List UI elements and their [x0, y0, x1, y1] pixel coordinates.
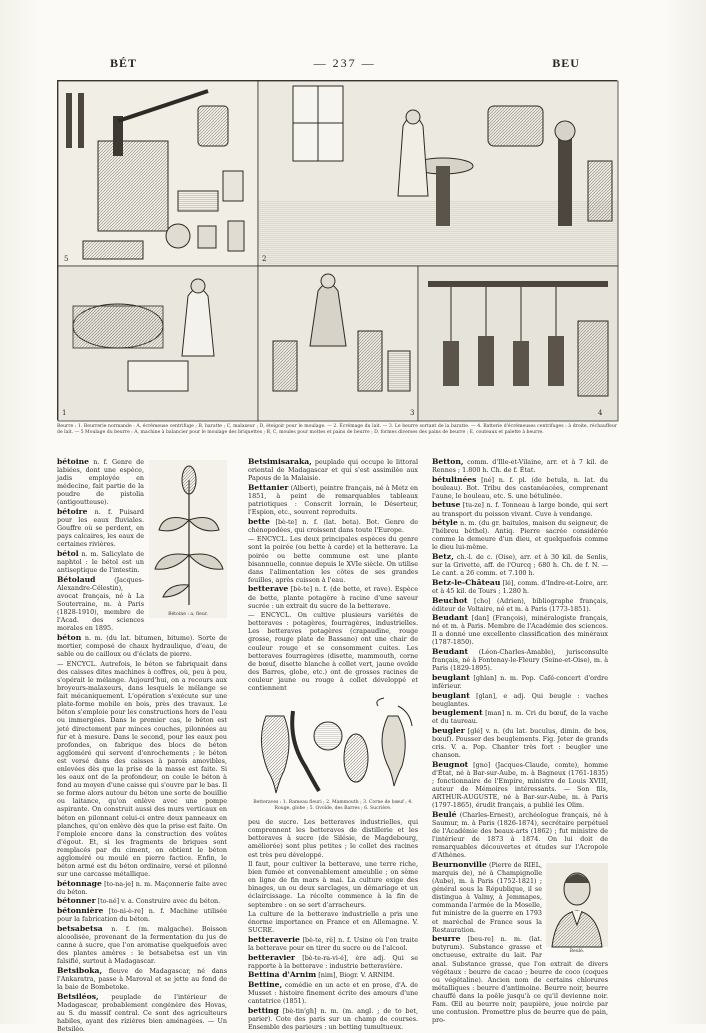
entry-definition: [bè-te] n. f. (de bette, et rave). Espèce de bette, plante potagère à racine d'une saveur sucrée : un extrait du sucre de la betterave.: [248, 585, 418, 610]
entry-headword: Beuchot: [432, 595, 468, 605]
entry-headword: Betton,: [432, 457, 464, 466]
entry-headword: betteravier: [248, 952, 296, 962]
entry-definition: peuplade de l'intérieur de Madagascar, probablement congénère des Hovas, au S. du massif central. Ce sont des agriculteurs habiles, ayant des rizières bien aménagées. — Un Betsiléo.: [57, 992, 227, 1033]
plate-caption: Beurre : 1. Beurrerie normande : A, écrémeuse centrifuge ; B, baratte ; C, malaxeur ; D, éteigoir pour le moulage. — 2. Écrémage du lait. — 3. Le beurre sortant de la baratte. — 4. Batterie d'écrémeuses centrifuges : à droite, réchauffeur de lait. — 5 Moulage du beurre : A, machine à balancier pour le moulage des briquettes ; B, C, moules pour mottes et pains de beurre ; D, formes diverses des pains de beurre ; E, couteaux et palette à beurre.: [57, 424, 617, 435]
entry-definition: [gno] (Jacques-Claude, comte), homme d'État, né à Bar-sur-Aube, m. à Bagneux (1761-1835) ; fonctionnaire de l'Empire, ministre de Louis XVIII, auteur de Mémoires intéressants. — Son fils, ARTHUR-AUGUSTE, né à Bar-sur-Aube, m. à Paris (1797-1865), érudit français, a publié les Olim.: [432, 760, 608, 810]
betteraves-figure: [248, 696, 418, 814]
header-left-word: BÉT: [110, 56, 138, 70]
entry-definition: [bè-te] n. f. (lat. beta). Bot. Genre de chénopodées, qui croissent dans toute l'Europe.: [248, 517, 418, 534]
entry-headword: Betz-le-Château: [432, 577, 501, 587]
entry-headword: betuse: [432, 500, 461, 510]
entry-definition: [beu-re] n. m. (lat. butyrum). Substance grasse et onctueuse, extraite du lait. Par anal. Substance grasse, que l'on extrait de divers végétaux : beurre de cacao ; beurre de coco (coques ou végétaline). Ancien nom de certains chlorures métalliques : beurre d'antimoine. Beurre noir, beurre chauffé dans la poêle jusqu'à ce qu'il devienne noir. Fam. Œil au beurre noir, paupière, joue noircie par une contusion. Promettre plus de beurre que de pain, pro-: [432, 935, 608, 1025]
col1-entry: [57, 880, 227, 896]
col3-entry: [432, 674, 608, 690]
entry-definition: [dan] (François), minéralogiste français, né et m. à Paris. Membre de l'Académie des sciences. Il a donné une excellente classification des minéraux (1787-1850).: [432, 614, 608, 647]
entry-definition: La culture de la betterave industrielle a pris une énorme importance en France et en Allemagne. V. SUCRE.: [248, 910, 418, 935]
entry-headword: Betsiboka,: [57, 965, 103, 975]
col1-entry: [57, 634, 227, 658]
entry-headword: beuglant: [432, 690, 470, 700]
betoine-figure-caption: Bétoine : a, fleur.: [168, 612, 208, 618]
entry-headword: Beurnonville: [432, 859, 487, 869]
entry-definition: (Pierre de RIEL, marquis de), né à Champignolle (Aube), m. à Paris (1752-1821) ; général sous la République, il se distingua à Valmy, à Jemmapes, commanda l'armée de la Moselle, fut ministre de la guerre en 1793 et maréchal de France sous la Restauration.: [432, 860, 542, 934]
betteraves-figure-caption: Betteraves : 1. Rameau fleuri ; 2. Mammouth ; 3. Corne de bœuf ; 4. Rouge, globe ; 5. Ovoïde, des Barres ; 6. Sucrière.: [253, 800, 413, 811]
entry-definition: [to-na-je] n. m. Maçonnerie faite avec du béton.: [57, 879, 227, 896]
entry-headword: bétoire: [57, 507, 88, 517]
page-header: [110, 56, 580, 78]
entry-definition: [to-né] v. a. Construire avec du béton.: [97, 897, 221, 906]
butter-plate-illustration: [57, 80, 617, 420]
col1-entry: [57, 967, 227, 991]
col2-entry: [248, 458, 418, 482]
entry-definition: peuplade qui occupe le littoral oriental de Madagascar et qui s'est assimilée aux Papous de la Malaisie.: [248, 458, 418, 483]
entry-definition: n. f. (m. malgache). Boisson alcoolisée, provenant de la fermentation du jus de canne à sucre, que l'on aromatise quelquefois avec des plantes amères : le betsabetsa est un vin falsifié, surtout à Madagascar.: [57, 924, 227, 966]
entry-definition: n. m. Salicylate de naphtol : le bétol est un antiseptique de l'intestin.: [57, 550, 144, 575]
col2b-entry: [248, 860, 418, 909]
col3-entry: [432, 614, 608, 646]
entry-definition: [man] n. m. Cri du bœuf, de la vache et du taureau.: [432, 709, 608, 726]
entry-definition: [glé] v. n. (du lat. buculus, dimin. de bos, bœuf). Pousser des beuglements. Fig. Jeter de grands cris. V. a. Pop. Chanter très fort : beugler une chanson.: [432, 726, 608, 760]
entry-definition: [bè-tin'gh] n. m. (m. angl. ; de to bet, parier). Cote des paris sur un champ de courses. Ensemble des parieurs : un betting tumultueux.: [248, 1006, 418, 1031]
entry-headword: béton: [57, 632, 82, 642]
col2b-entry: [248, 1007, 418, 1031]
entry-headword: Bétolaud: [57, 574, 96, 584]
entry-headword: Beudant: [432, 647, 469, 657]
entry-definition: — ENCYCL. On cultive plusieurs variétés de betteraves : potagères, fourragères, industrielles. Les betteraves potagères (crapaudine, rouge grosse, rouge plate de Bassano) ont une chair de couleur rouge et se consomment cuites. Les betteraves fourragères (disette, mammouth, corne de bœuf, disette blanche à collet vert, jaune ovoïde des Barres, globe, etc.) ont de grosses racines de couleur jaune ou rouge à collet développé et contiennent: [248, 611, 418, 693]
entry-definition: (Jacques-Alexandre-Célestin), avocat français, né à La Souterraine, m. à Paris (1828-1910), membre de l'Acad. des sciences morales en 1895.: [57, 575, 144, 633]
entry-headword: bétonner: [57, 896, 96, 906]
plate-number-2: 2: [262, 255, 267, 263]
col2b-entry: [248, 910, 418, 934]
entry-headword: betting: [248, 1005, 279, 1015]
entry-headword: Betz,: [432, 552, 454, 562]
col2b-entry: [248, 971, 418, 979]
col3-entry: [432, 709, 608, 725]
entry-definition: — ENCYCL. Les deux principales espèces du genre sont la poirée (ou bette à carde) et la betterave. La poirée ou bette commune est une plante bisannuelle, connue depuis le XVIe siècle. On utilise dans l'alimentation les côtes de ses grandes feuilles, après cuisson à l'eau.: [248, 535, 418, 584]
col1-entry: [57, 925, 227, 965]
entry-definition: [bè-te-ra-vi-é], ère adj. Qui se rapporte à la betterave : industrie betteravière.: [248, 953, 418, 970]
entry-definition: n. m. (du gr. baitulos, maison du seigneur, de l'hébreu béthel). Antiq. Pierre sacrée considérée comme la demeure d'un dieu, et quelquefois comme le dieu lui-même.: [432, 519, 608, 552]
col2b-entry: [248, 818, 418, 858]
entry-definition: — ENCYCL. Autrefois, le béton se fabriquait dans des caisses dites machines à coffres, où, peu à peu, s'opérait le mélange. Aujourd'hui, on a recours aux broyeurs-malaxeurs, dans lesquels le mélange se fait mécaniquement. L'opération s'exécute sur une plate-forme mobile en bois, près des travaux. Le béton s'emploie pour les constructions hors de l'eau ou immergées. Dans le premier cas, le béton est jeté directement par minces couches, pilonnées au fur et à mesure. Dans le second, pour les eaux peu profondes, on fabrique des blocs de béton aggloméré qui servent d'enrochements ; le béton est versé dans des caisses à parois amovibles, enlevées dès que la prise de la masse est faite. Si les eaux ont de la profondeur, on coule le béton à fond au moyen d'une caisse qui s'ouvre par le bas. Il se forme alors autour du béton une sorte de bouillie ou laitance, qu'on enlève avec une pompe aspirante. On construit aussi des murs verticaux en béton en pilonnant celui-ci entre deux panneaux en planches, qu'on enlève dès que la prise est faite. On l'emploie encore dans la construction des voûtes d'égout. Et, si les fragments de briques sont remplacés par du ciment, on obtient le béton aggloméré ou moulé en pierre factice. Enfin, le béton armé est du béton ordinaire, versé et pilonné sur une carcasse métallique.: [57, 659, 227, 879]
entry-headword: bétyle: [432, 518, 458, 528]
entry-headword: bétonnage: [57, 878, 102, 888]
entry-headword: beugler: [432, 725, 465, 735]
col3-entry: [432, 727, 608, 759]
entry-headword: betteraverie: [248, 934, 300, 944]
column-2: [248, 457, 418, 1031]
col2-entry: [248, 518, 418, 534]
entry-headword: betterave: [248, 584, 289, 594]
entry-definition: peu de sucre. Les betteraves industrielles, qui comprennent les betteraves de distillerie et les betteraves à sucre (de Silésie, de Magdebourg, améliorée) sont plus petites ; le collet des racines est très peu développé.: [248, 818, 418, 859]
col3-entry: [432, 458, 608, 474]
col1-entry: [57, 660, 227, 879]
plate-engraving: [58, 81, 618, 421]
column-3: [432, 457, 608, 1025]
entry-definition: n. f. Genre de labiées, dont une espèce, jadis employée en médecine, fait partie de la poudre de pistolia (antigoutteuse).: [57, 458, 144, 507]
portrait-engraving-icon: [546, 863, 608, 947]
entry-definition: Il faut, pour cultiver la betterave, une terre riche, bien fumée et convenablement ameublie ; on sème en ligne de fin mars à mai. La culture exige des binages, un ou deux sarclages, un démariage et un éclaircissage. La récolte commence à la fin de septembre : on se sert d'arracheurs.: [248, 860, 418, 909]
entry-definition: (Albert), peintre français, né à Metz en 1851, à peint de remarquables tableaux patriotiques : Conscrit lorrain, le Déserteur, l'Espion, etc., souvent reproduits.: [248, 483, 418, 517]
col2b-entry: [248, 981, 418, 1005]
entry-headword: beuglement: [432, 708, 483, 718]
plate-number-3: 3: [410, 409, 415, 417]
entry-definition: [to-ni-è-re] n. f. Machine utilisée pour la fabrication du béton.: [57, 907, 227, 924]
entry-definition: n. m. (du lat. bitumen, bitume). Sorte de mortier, composé de chaux hydraulique, d'eau, de sable ou de cailloux ou d'éclats de pierre.: [57, 633, 227, 659]
entry-headword: bette: [248, 516, 270, 526]
betoine-plant-icon: [149, 460, 227, 610]
entry-headword: Bettina d'Arnim: [248, 970, 317, 980]
col1-entry: [57, 907, 227, 923]
entry-definition: (Léon-Charles-Amable), jurisconsulte français, né à Fontenay-le-Fleury (Seine-et-Oise), m. à Paris (1829-1895).: [432, 648, 608, 673]
entry-definition: n. f. Puisard pour les eaux fluviales. Gouffre où se perdent, en pays calcaires, les eaux de certaines rivières.: [57, 508, 144, 549]
col1-entry: [57, 993, 227, 1033]
entry-definition: [bè-te, rè] n. f. Usine où l'on traite la betterave pour en tirer du sucre ou de l'alcool.: [248, 935, 418, 953]
entry-headword: Beudant: [432, 613, 469, 623]
entry-definition: [lé], comm. d'Indre-et-Loire, arr. et à 45 kil. de Tours ; 1.280 h.: [432, 578, 608, 595]
entry-definition: [nim], Biogr. V. ARNIM.: [318, 971, 395, 980]
entry-definition: [glan], e adj. Qui beugle : vaches beuglantes.: [432, 691, 608, 708]
col1-entry: [57, 897, 227, 905]
entry-definition: comm. d'Ille-et-Vilaine, arr. et à 7 kil. de Rennes ; 1.800 h. Ch. de f. État.: [432, 458, 608, 475]
entry-headword: bétulinées: [432, 474, 477, 484]
col2-entry: [248, 585, 418, 609]
entry-definition: comédie en un acte et en prose, d'A. de Musset : histoire finement écrite des amours d'une cantatrice (1851).: [248, 980, 418, 1006]
col3-entry: [432, 692, 608, 708]
col3-entry: [432, 597, 608, 613]
entry-definition: [ghlan] n. m. Pop. Café-concert d'ordre inférieur.: [432, 673, 608, 690]
column-1: [57, 457, 227, 1033]
entry-definition: (Charles-Ernest), archéologue français, né à Saumur, m. à Paris (1826-1874), secrétaire perpétuel de l'Académie des beaux-arts (1862) ; fut ministre de l'intérieur de 1873 à 1874. On lui doit de remarquables découvertes et études sur l'Acropole d'Athènes.: [432, 810, 608, 860]
entry-headword: Betsimisaraka,: [248, 457, 312, 466]
entry-headword: Betsiléos,: [57, 991, 99, 1001]
entry-headword: Beulé: [432, 809, 457, 819]
plate-number-1: 1: [62, 409, 67, 417]
betoine-figure: [149, 460, 227, 618]
col2b-entry: [248, 954, 418, 970]
entry-headword: beurre: [432, 934, 461, 944]
page-number: — 237 —: [313, 56, 376, 70]
header-right-word: BEU: [552, 56, 580, 70]
col3-entry: [432, 501, 608, 517]
plate-number-4: 4: [598, 409, 603, 417]
entry-definition: [cho] (Adrien), bibliographe français, éditeur de Voltaire, né et m. à Paris (1773-1851).: [432, 596, 608, 613]
col2b-entry: [248, 936, 418, 952]
beetroot-icon: [248, 696, 418, 800]
entry-headword: Beugnot: [432, 759, 469, 769]
entry-headword: Bettine,: [248, 979, 283, 989]
entry-headword: bétol: [57, 549, 79, 559]
entry-headword: betsabetsa: [57, 923, 103, 933]
col2-entry: [248, 535, 418, 584]
beule-portrait: [546, 863, 608, 955]
col3-entry: [432, 553, 608, 577]
col3-entry: [432, 761, 608, 810]
entry-headword: Bettanier: [248, 482, 289, 492]
entry-definition: [né] n. f. pl. (de betula, n. lat. du bouleau). Bot. Tribu des castanéacées, comprenant l'aune, le bouleau, etc. S. une bétulinée.: [432, 475, 608, 500]
entry-headword: bétoine: [57, 457, 89, 466]
plate-number-5: 5: [64, 255, 69, 263]
entry-definition: [tu-ze] n. f. Tonneau à large bonde, qui sert au transport du poisson vivant. Cuve à vendange.: [432, 501, 608, 518]
beule-portrait-caption: Beulé.: [569, 949, 585, 954]
col3-entry: [432, 579, 608, 595]
col2-entry: [248, 484, 418, 516]
entry-definition: ch.-l. de c. (Oise), arr. et à 30 kil. de Senlis, sur la Grivette, aff. de l'Ourcq ; 680 h. Ch. de f. N. — Le cant. a 26 comm. et 7.100 h.: [432, 553, 608, 578]
col3-entry: [432, 648, 608, 672]
col3-entry: [432, 811, 608, 860]
entry-headword: beuglant: [432, 672, 470, 682]
col3-entry: [432, 476, 608, 500]
entry-headword: bétonnière: [57, 906, 104, 916]
col3-entry: [432, 519, 608, 551]
entry-definition: fleuve de Madagascar, né dans l'Ankaratra, passe à Maroval et se jette au fond de la baie de Bombetoke.: [57, 966, 227, 991]
col2-entry: [248, 611, 418, 692]
